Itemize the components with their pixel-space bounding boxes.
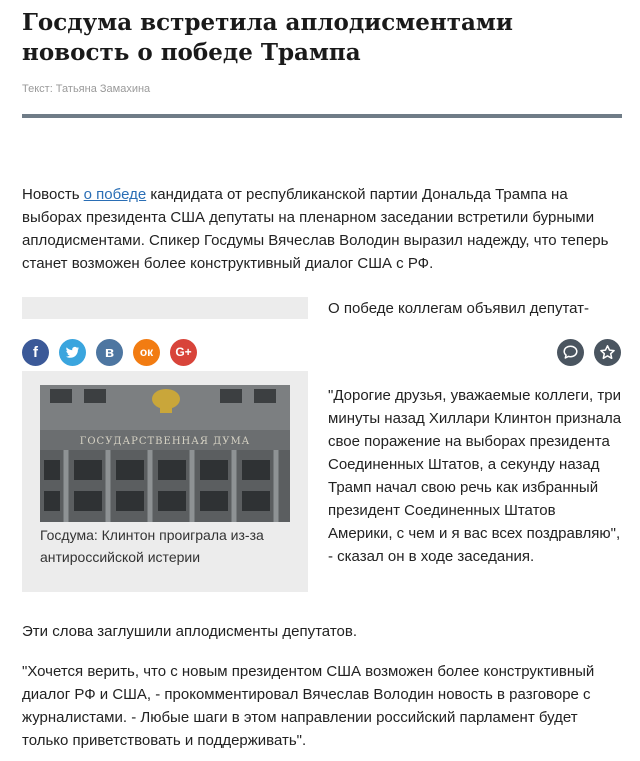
googleplus-share-button[interactable]: G+ <box>170 339 197 366</box>
star-icon <box>599 344 616 361</box>
volodin-quote: "Хочется верить, что с новым президентом США возможен более конструктивный диалог РФ и США, - прокомментировал Вячеслав Володин новость в разговоре с журналистами. - Любые шаги в этом направлении российский парламент будет только приветствовать и поддерживать". <box>22 663 595 749</box>
duma-building-photo[interactable] <box>40 385 290 522</box>
odnoklassniki-share-button[interactable]: ок <box>133 339 160 366</box>
article-author: Текст: Татьяна Замахина <box>22 83 151 95</box>
trump-quote: "Дорогие друзья, уважаемые коллеги, три минуты назад Хиллари Клинтон признала свое поражение на выборах президента Соединенных Штатов, а секунду назад Трамп начал свою речь как избранный президент Соединенных Штатов Америки, с чем и я вас всех поздравляю", - сказал он в ходе заседания. <box>328 387 622 565</box>
title-divider <box>22 114 622 118</box>
intro-prefix: Новость <box>22 186 84 203</box>
article-title: Госдума встретила аплодисментами новость о победе Трампа <box>22 9 513 66</box>
favorite-button[interactable] <box>594 339 621 366</box>
related-article-caption[interactable]: Госдума: Клинтон проиграла из-за антироссийской истерии <box>40 527 264 565</box>
twitter-bird-icon <box>59 339 86 366</box>
side-line: О победе коллегам объявил депутат- <box>328 300 590 317</box>
intro-paragraph <box>22 183 622 275</box>
intro-suffix: кандидата от республиканской партии Дональда Трампа на выборах президента США депутаты на пленарном заседании встретили бурными аплодисментами. Спикер Госдумы Вячеслав Володин выразил надежду, что теперь станет возможен более конструктивный диалог США с РФ. <box>22 186 609 272</box>
facebook-share-button[interactable]: f <box>22 339 49 366</box>
victory-link[interactable]: о победе <box>83 186 147 203</box>
twitter-share-button[interactable] <box>59 339 86 366</box>
duma-building-image <box>40 385 290 522</box>
vk-share-button[interactable]: в <box>96 339 123 366</box>
comment-bubble-icon <box>562 344 579 361</box>
ad-strip <box>22 297 308 319</box>
building-sign-text: ГОСУДАРСТВЕННАЯ ДУМА <box>79 436 251 447</box>
share-bar <box>22 337 622 371</box>
related-article-card[interactable] <box>22 371 308 592</box>
applause-paragraph: Эти слова заглушили аплодисменты депутатов. <box>22 623 357 640</box>
comments-button[interactable] <box>557 339 584 366</box>
